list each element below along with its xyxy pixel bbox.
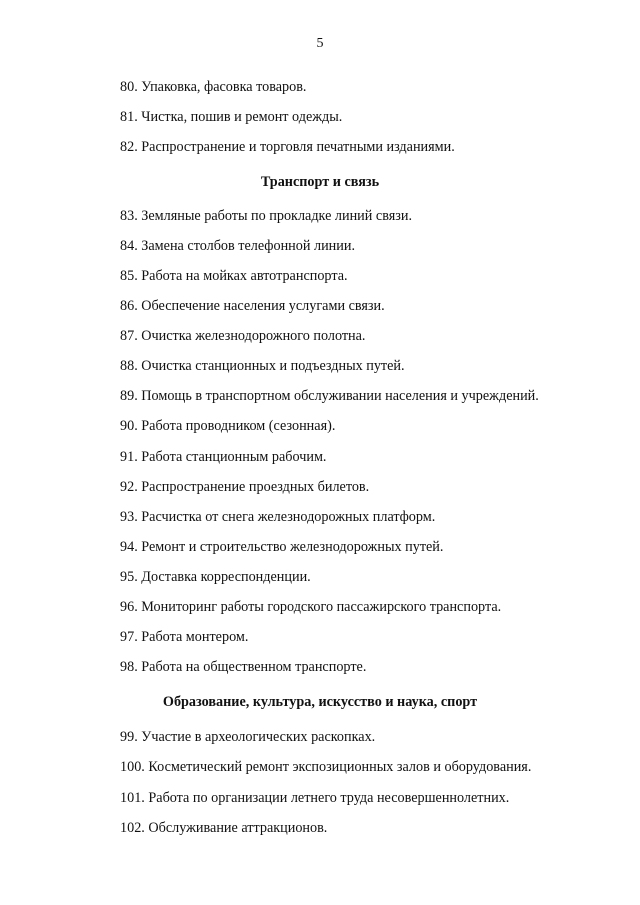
list-item: 95. Доставка корреспонденции. [120, 569, 311, 585]
list-item: 94. Ремонт и строительство железнодорожных путей. [120, 539, 444, 555]
list-item: 86. Обеспечение населения услугами связи. [120, 298, 385, 314]
list-item: 99. Участие в археологических раскопках. [120, 729, 376, 745]
list-item: 102. Обслуживание аттракционов. [120, 820, 328, 836]
section-heading-education: Образование, культура, искусство и наука, спорт [162, 694, 478, 710]
list-item: 81. Чистка, пошив и ремонт одежды. [120, 109, 343, 125]
list-item: 80. Упаковка, фасовка товаров. [120, 79, 307, 95]
list-item: 90. Работа проводником (сезонная). [120, 418, 336, 434]
list-item: 96. Мониторинг работы городского пассажирского транспорта. [120, 599, 502, 615]
list-item: 101. Работа по организации летнего труда несовершеннолетних. [120, 790, 510, 806]
list-item: 89. Помощь в транспортном обслуживании населения и учреждений. [120, 388, 539, 404]
list-item: 88. Очистка станционных и подъездных путей. [120, 358, 405, 374]
list-item: 98. Работа на общественном транспорте. [120, 659, 367, 675]
list-item: 84. Замена столбов телефонной линии. [120, 238, 356, 254]
section-heading-transport: Транспорт и связь [260, 174, 380, 190]
page-number: 5 [316, 36, 324, 51]
list-item: 91. Работа станционным рабочим. [120, 449, 327, 465]
list-item: 82. Распространение и торговля печатными изданиями. [120, 139, 455, 155]
list-item: 92. Распространение проездных билетов. [120, 479, 370, 495]
list-item: 83. Земляные работы по прокладке линий связи. [120, 208, 412, 224]
list-item: 87. Очистка железнодорожного полотна. [120, 328, 366, 344]
list-item: 100. Косметический ремонт экспозиционных залов и оборудования. [120, 759, 532, 775]
list-item: 85. Работа на мойках автотранспорта. [120, 268, 348, 284]
list-item: 93. Расчистка от снега железнодорожных платформ. [120, 509, 436, 525]
list-item: 97. Работа монтером. [120, 629, 249, 645]
